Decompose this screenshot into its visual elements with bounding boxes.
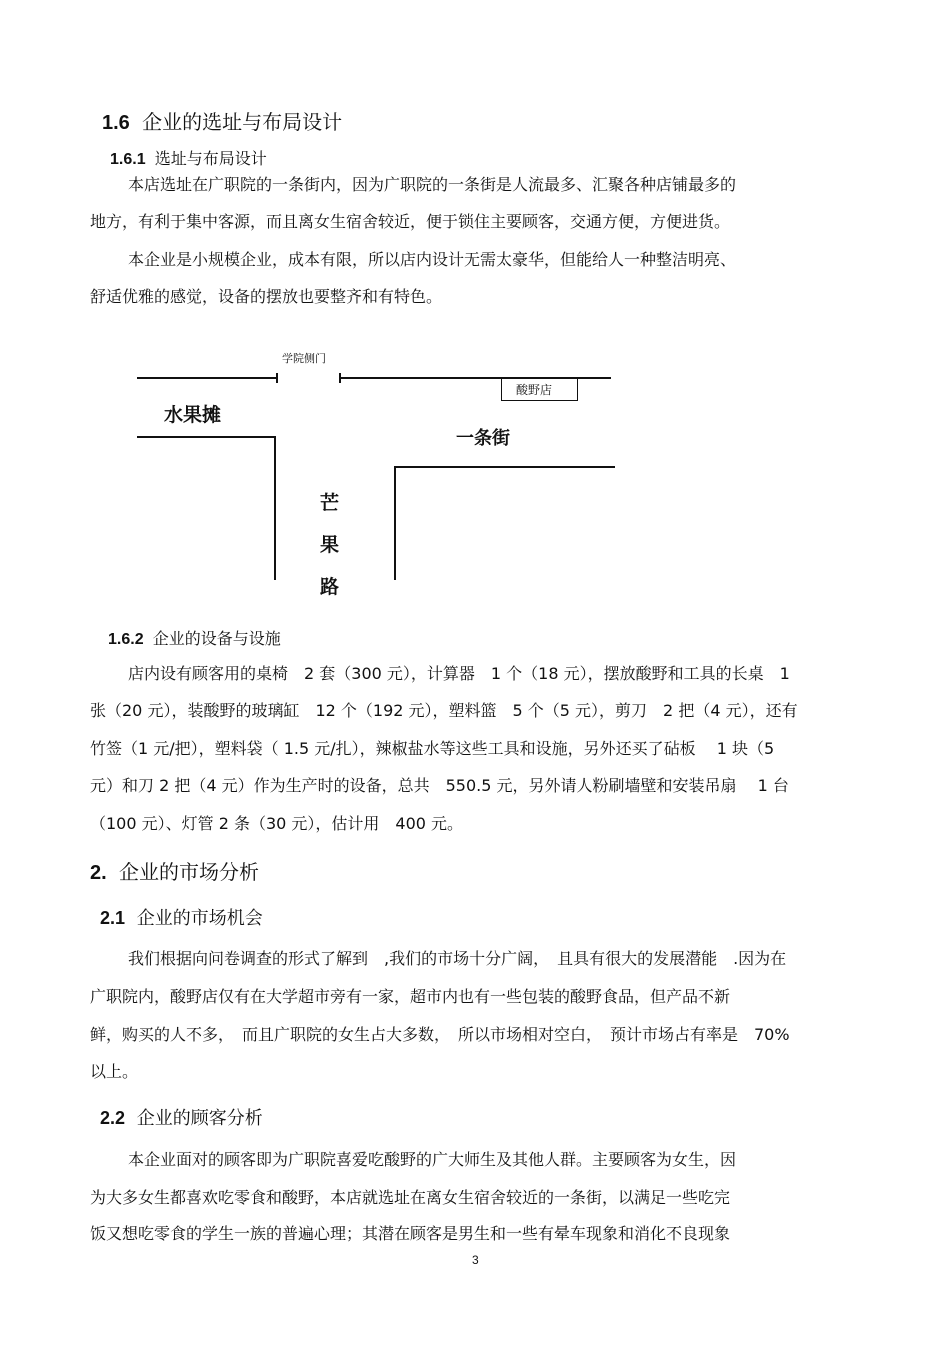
paragraph-line: 本企业是小规模企业，成本有限，所以店内设计无需太豪华，但能给人一种整洁明亮、	[128, 250, 737, 269]
map-shop-box	[501, 377, 578, 401]
section-title: 企业的市场机会	[136, 908, 263, 929]
map-label-road: 果	[320, 534, 340, 556]
paragraph-line: 张（20 元），装酸野的玻璃缸 12 个（192 元），塑料篮 5 个（5 元），剪刀 2 把（4 元），还有	[90, 701, 798, 720]
paragraph-line: 元）和刀 2 把（4 元）作为生产时的设备，总共 550.5 元，另外请人粉刷墙壁和安装吊扇 1 台	[90, 776, 789, 795]
map-gate-tick	[276, 373, 278, 383]
map-road-line	[274, 436, 276, 580]
map-road-line	[137, 436, 276, 438]
paragraph-line: （100 元）、灯管 2 条（30 元），估计用 400 元。	[90, 814, 464, 833]
section-title: 选址与布局设计	[154, 149, 267, 168]
map-road-line	[394, 466, 396, 580]
map-label-fruit-stall: 水果摊	[164, 404, 222, 426]
section-title: 企业的市场分析	[119, 860, 260, 884]
map-road-line	[394, 466, 615, 468]
section-title: 企业的选址与布局设计	[142, 110, 343, 134]
map-label-road: 路	[320, 576, 340, 598]
section-heading-2-2: 2.2 企业的顾客分析	[100, 1108, 263, 1129]
map-label-street: 一条街	[456, 428, 510, 449]
section-title: 企业的设备与设施	[152, 629, 281, 648]
map-label-gate: 学院侧门	[282, 352, 326, 365]
paragraph-line: 竹签（1 元/把），塑料袋（ 1.5 元/扎），辣椒盐水等这些工具和设施，另外还买了砧板 1 块（5	[90, 739, 775, 758]
paragraph-line: 舒适优雅的感觉，设备的摆放也要整齐和有特色。	[90, 287, 443, 306]
section-title: 企业的顾客分析	[136, 1108, 263, 1129]
section-heading-1-6-2: 1.6.2 企业的设备与设施	[108, 629, 281, 648]
paragraph-line: 地方，有利于集中客源，而且离女生宿舍较近，便于锁住主要顾客，交通方便，方便进货。	[90, 212, 731, 231]
paragraph-line: 鲜，购买的人不多， 而且广职院的女生占大多数， 所以市场相对空白， 预计市场占有率是 70%	[90, 1025, 790, 1044]
section-heading-2-1: 2.1 企业的市场机会	[100, 908, 263, 929]
paragraph-line: 本企业面对的顾客即为广职院喜爱吃酸野的广大师生及其他人群。主要顾客为女生，因	[128, 1150, 737, 1169]
paragraph-line: 我们根据向问卷调查的形式了解到 ,我们的市场十分广阔， 且具有很大的发展潜能 .因为在	[128, 949, 787, 968]
section-heading-1-6: 1.6 企业的选址与布局设计	[102, 110, 343, 134]
paragraph-line: 店内设有顾客用的桌椅 2 套（300 元），计算器 1 个（18 元），摆放酸野和工具的长桌 1	[128, 664, 790, 683]
map-label-road: 芒	[320, 492, 340, 514]
map-label-shop: 酸野店	[516, 383, 553, 397]
map-road-line	[137, 377, 276, 379]
paragraph-line: 为大多女生都喜欢吃零食和酸野，本店就选址在离女生宿舍较近的一条街，以满足一些吃完	[90, 1188, 731, 1207]
section-heading-1-6-1: 1.6.1 选址与布局设计	[110, 149, 267, 168]
paragraph-line: 以上。	[90, 1062, 139, 1081]
section-heading-2: 2. 企业的市场分析	[90, 860, 260, 884]
page-number: 3	[472, 1253, 479, 1267]
paragraph-line: 本店选址在广职院的一条街内，因为广职院的一条街是人流最多、汇聚各种店铺最多的	[128, 175, 737, 194]
paragraph-line: 广职院内，酸野店仅有在大学超市旁有一家，超市内也有一些包装的酸野食品，但产品不新	[90, 987, 731, 1006]
paragraph-line: 饭又想吃零食的学生一族的普遍心理；其潜在顾客是男生和一些有晕车现象和消化不良现象	[90, 1224, 731, 1243]
